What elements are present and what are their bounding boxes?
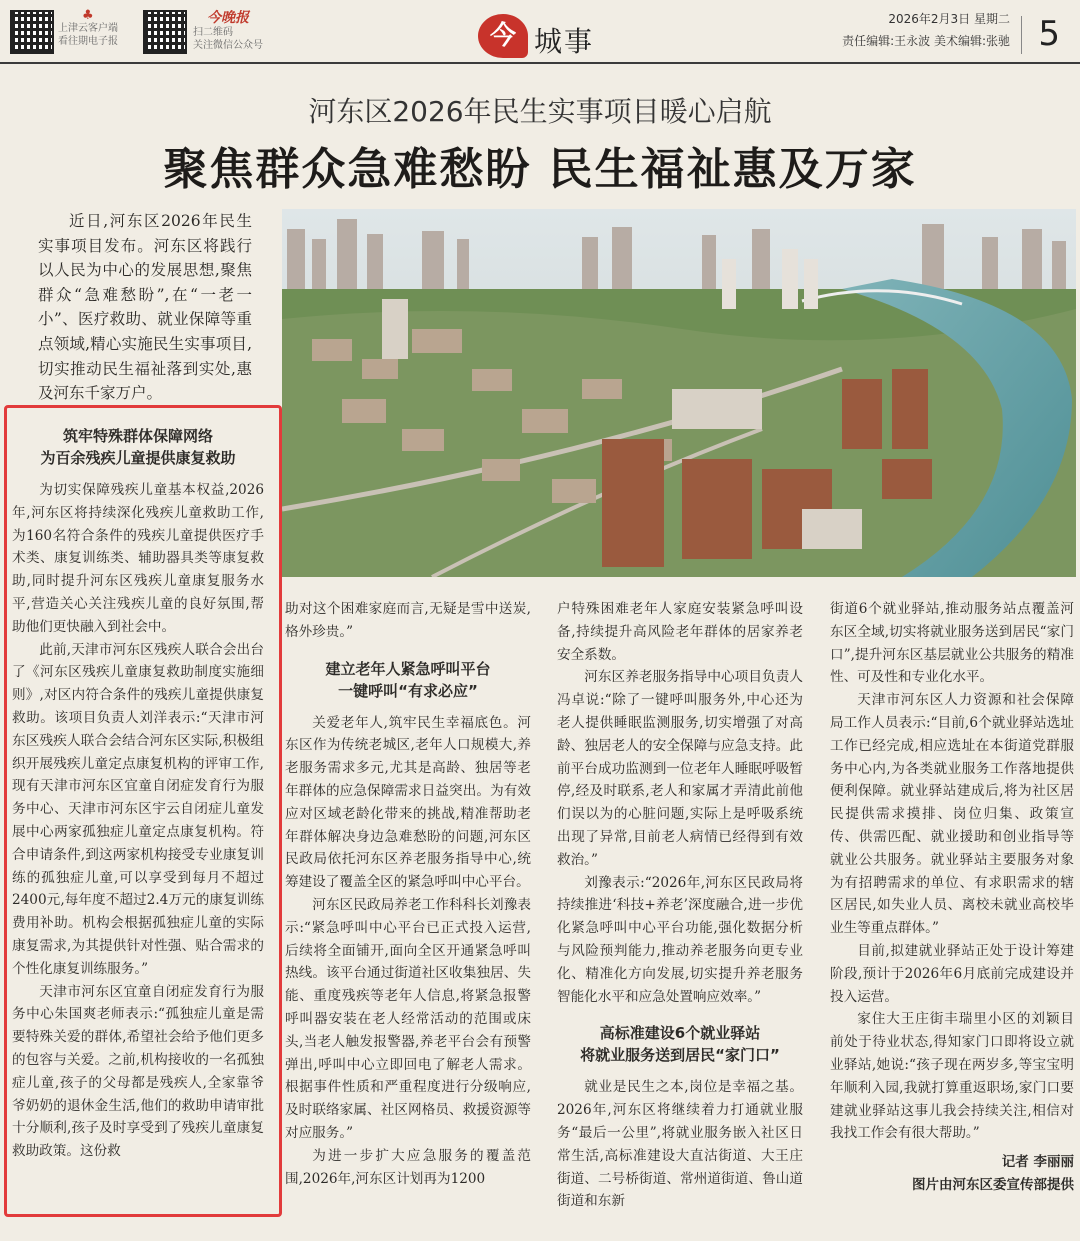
section-heading	[557, 1022, 803, 1066]
city-photo-illustration	[282, 209, 1076, 577]
issue-date: 2026年2月3日 星期二	[888, 12, 1010, 26]
paragraph: 刘豫表示:“2026年,河东区民政局将持续推进‘科技+养老’深度融合,进一步优化紧急呼叫中心平台功能,强化数据分析与风险预判能力,推动养老服务向更专业化、精准化方向发展,切实提升养老服务智能化水平和应急处置响应效率。”	[557, 874, 803, 1005]
paragraph: 家住大王庄街丰瑞里小区的刘颖目前处于待业状态,得知家门口即将设立就业驿站,她说:“孩子现在两岁多,等宝宝明年顺利入园,我就打算重返职场,家门口要建就业驿站这事儿我会持续关注,相信对我找工作会有很大帮助。”	[830, 1011, 1074, 1142]
section-heading-line: 一键呼叫“有求必应”	[338, 681, 478, 700]
section-heading	[12, 425, 264, 469]
qr2-caption-line: 关注微信公众号	[193, 40, 263, 51]
client-logo-icon: ♣	[82, 8, 94, 23]
paragraph: 为进一步扩大应急服务的覆盖范围,2026年,河东区计划再为1200	[285, 1147, 531, 1187]
editor-credits: 责任编辑:王永波 美术编辑:张驰	[842, 34, 1010, 48]
section-heading-line: 建立老年人紧急呼叫平台	[325, 659, 491, 678]
column-4	[830, 598, 1074, 1197]
photo-credit: 图片由河东区委宣传部提供	[912, 1177, 1074, 1194]
qr1-caption-line: 看往期电子报	[58, 36, 118, 47]
article-lead	[38, 209, 252, 406]
section-heading-line: 筑牢特殊群体保障网络	[62, 427, 213, 445]
paragraph: 河东区民政局养老工作科科长刘豫表示:“紧急呼叫中心平台已正式投入运营,后续将全面铺开,面向全区开通紧急呼叫热线。该平台通过街道社区收集独居、失能、重度残疾等老年人信息,将紧急报警呼叫器安装在老人经常活动的范围或床头,当老人触发报警器,养老平台会有预警弹出,呼叫中心立即回电了解老人需求。根据事件性质和严重程度进行分级响应,及时联络家属、社区网格员、救援资源等对应服务。”	[285, 896, 531, 1141]
paragraph: 助对这个困难家庭而言,无疑是雪中送炭,格外珍贵。”	[285, 601, 531, 640]
section-heading-line: 为百余残疾儿童提供康复救助	[40, 449, 236, 467]
lead-paragraph: 近日,河东区2026年民生实事项目发布。河东区将践行以人民为中心的发展思想,聚焦群众“急难愁盼”,在“一老一小”、医疗救助、就业保障等重点领域,精心实施民生实事项目,切实推动民生福祉落到实处,惠及河东千家万户。	[38, 212, 252, 403]
paragraph: 就业是民生之本,岗位是幸福之基。2026年,河东区将继续着力打通就业服务“最后一公里”,将就业服务嵌入社区日常生活,高标准建设大直沽街道、大王庄街道、二号桥街道、常州道街道、鲁山道街道和东新	[557, 1079, 803, 1210]
paragraph: 天津市河东区人力资源和社会保障局工作人员表示:“目前,6个就业驿站选址工作已经完成,相应选址在本街道党群服务中心内,为各类就业服务工作落地提供便利保障。就业驿站建成后,将为社区居民提供需求摸排、岗位归集、政策宣传、供需匹配、就业援助和创业指导等就业公共服务。就业驿站主要服务对象为有招聘需求的单位、有求职需求的辖区居民,如失业人员、离校未就业高校毕业生等重点群体。”	[830, 692, 1074, 937]
paragraph: 为切实保障残疾儿童基本权益,2026年,河东区将持续深化残疾儿童救助工作,为160名符合条件的残疾儿童提供医疗手术类、康复训练类、辅助器具类等康复救助,同时提升河东区残疾儿童康复服务水平,营造关心关注残疾儿童的良好氛围,帮助他们更快融入到社会中。	[12, 482, 264, 635]
reporter-byline: 记者 李丽丽	[1001, 1154, 1074, 1171]
qr-code-icon	[10, 10, 54, 54]
divider	[1021, 16, 1022, 54]
column-2	[285, 598, 531, 1190]
column-1	[12, 425, 264, 1163]
qr2-caption-line: 扫二维码	[193, 27, 233, 38]
page-number: 5	[1038, 14, 1060, 54]
paragraph: 河东区养老服务指导中心项目负责人冯卓说:“除了一键呼叫服务外,中心还为老人提供睡眠监测服务,切实增强了对高龄、独居老人的安全保障与应急支持。此前平台成功监测到一位老年人睡眠呼吸暂停,经及时联系,老人和家属才弄清此前他们误以为的心脏问题,实际上是呼吸系统出现了异常,目前老人病情已经得到有效救治。”	[557, 669, 803, 868]
section-heading	[285, 658, 531, 702]
newspaper-logo: 今晚报	[207, 10, 249, 26]
qr2-caption	[193, 26, 263, 52]
paragraph: 目前,拟建就业驿站正处于设计筹建阶段,预计于2026年6月底前完成建设并投入运营。	[830, 942, 1074, 1005]
section-badge: 今	[478, 14, 528, 58]
paragraph: 户特殊困难老年人家庭安装紧急呼叫设备,持续提升高风险老年群体的居家养老安全系数。	[557, 601, 803, 663]
qr1-caption	[58, 22, 118, 48]
paragraph: 街道6个就业驿站,推动服务站点覆盖河东区全域,切实将就业服务送到居民“家门口”,提升河东区基层就业公共服务的精准性、可及性和专业化水平。	[830, 601, 1074, 686]
article-headline: 聚焦群众急难愁盼 民生福祉惠及万家	[163, 144, 917, 195]
section-heading-line: 将就业服务送到居民“家门口”	[580, 1046, 780, 1065]
paragraph: 关爱老年人,筑牢民生幸福底色。河东区作为传统老城区,老年人口规模大,养老服务需求多元,尤其是高龄、独居等老年群体的应急保障需求日益突出。为有效应对区域老龄化带来的挑战,精准帮助老年群体解决身边急难愁盼的问题,河东区民政局依托河东区养老服务指导中心,统筹建设了覆盖全区的紧急呼叫中心平台。	[285, 714, 531, 891]
paragraph: 天津市河东区宜童自闭症发育行为服务中心朱国爽老师表示:“孤独症儿童是需要特殊关爱的群体,希望社会给予他们更多的包容与关爱。之前,机构接收的一名孤独症儿童,孩子的父母都是残疾人,全家靠爷爷奶奶的退休金生活,他们的救助申请审批十分顺利,孩子及时享受到了残疾儿童康复救助政策。这份救	[12, 983, 264, 1160]
qr1-caption-line: 上津云客户端	[58, 23, 118, 34]
column-3	[557, 598, 803, 1213]
qr-code-icon	[143, 10, 187, 54]
article-kicker: 河东区2026年民生实事项目暖心启航	[308, 95, 772, 128]
section-name: 城事	[534, 25, 595, 58]
paragraph: 此前,天津市河东区残疾人联合会出台了《河东区残疾儿童康复救助制度实施细则》,对区内符合条件的残疾儿童提供康复救助。该项目负责人刘洋表示:“天津市河东区残疾人联合会结合河东区实际,积极组织开展残疾儿童定点康复机构的评审工作,现有天津市河东区宜童自闭症发育行为服务中心、天津市河东区宇云自闭症儿童发展中心两家孤独症儿童定点康复机构。符合申请条件,到这两家机构接受专业康复训练的孤独症儿童,可以享受到每月不超过2400元,每年度不超过2.4万元的康复训练费用补助。机构会根据孤独症儿童的实际康复需求,为其提供针对性强、贴合需求的个性化康复训练服务。”	[12, 641, 264, 977]
masthead	[0, 0, 1080, 64]
section-heading-line: 高标准建设6个就业驿站	[599, 1024, 761, 1043]
aerial-city-photo	[282, 209, 1076, 577]
